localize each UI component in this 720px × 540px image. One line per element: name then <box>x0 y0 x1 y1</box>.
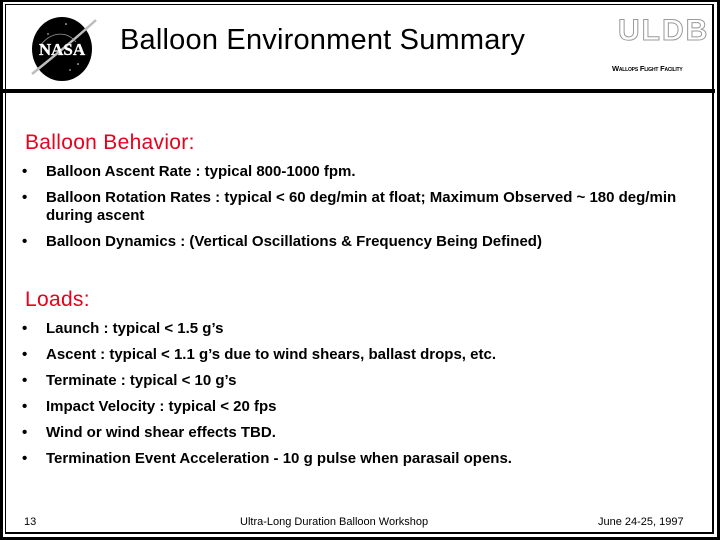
logo-text: NASA <box>38 40 86 59</box>
header-divider <box>3 89 715 93</box>
bullet-icon: • <box>22 320 28 337</box>
bullet-text: Impact Velocity : typical < 20 fps <box>46 398 277 415</box>
bullet-icon: • <box>22 233 28 250</box>
bullet-text: Ascent : typical < 1.1 g’s due to wind shears, ballast drops, etc. <box>46 346 496 363</box>
bullet-icon: • <box>22 398 28 415</box>
uldb-wordmark: ULDB <box>618 14 710 47</box>
facility-name: Wallops Flight Facility <box>612 64 683 73</box>
section-heading-balloon-behavior: Balloon Behavior: <box>25 131 195 154</box>
bullet-icon: • <box>22 372 28 389</box>
loads-list <box>22 320 706 476</box>
bullet-icon: • <box>22 189 28 206</box>
list-item <box>22 163 706 181</box>
list-item <box>22 424 706 442</box>
bullet-text: Balloon Rotation Rates : typical < 60 deg/min at float; Maximum Observed ~ 180 deg/min during ascent <box>46 189 677 224</box>
section-heading-loads: Loads: <box>25 288 90 311</box>
list-item <box>22 398 706 416</box>
list-item <box>22 450 706 468</box>
list-item <box>22 189 706 225</box>
nasa-logo-icon <box>26 12 98 84</box>
list-item <box>22 233 706 251</box>
bullet-text: Launch : typical < 1.5 g’s <box>46 320 224 337</box>
bullet-text: Balloon Ascent Rate : typical 800-1000 fpm. <box>46 163 356 180</box>
balloon-behavior-list <box>22 163 706 259</box>
bullet-text: Balloon Dynamics : (Vertical Oscillations & Frequency Being Defined) <box>46 233 542 250</box>
list-item <box>22 320 706 338</box>
footer-date: June 24-25, 1997 <box>598 516 684 528</box>
page-number: 13 <box>24 516 37 528</box>
bullet-text: Wind or wind shear effects TBD. <box>46 424 276 441</box>
footer-event-name: Ultra-Long Duration Balloon Workshop <box>240 516 429 528</box>
bullet-icon: • <box>22 424 28 441</box>
bullet-text: Terminate : typical < 10 g’s <box>46 372 237 389</box>
bullet-icon: • <box>22 450 28 467</box>
bullet-icon: • <box>22 346 28 363</box>
slide-title: Balloon Environment Summary <box>120 24 526 56</box>
bullet-icon: • <box>22 163 28 180</box>
list-item <box>22 346 706 364</box>
list-item <box>22 372 706 390</box>
bullet-text: Termination Event Acceleration - 10 g pulse when parasail opens. <box>46 450 512 467</box>
